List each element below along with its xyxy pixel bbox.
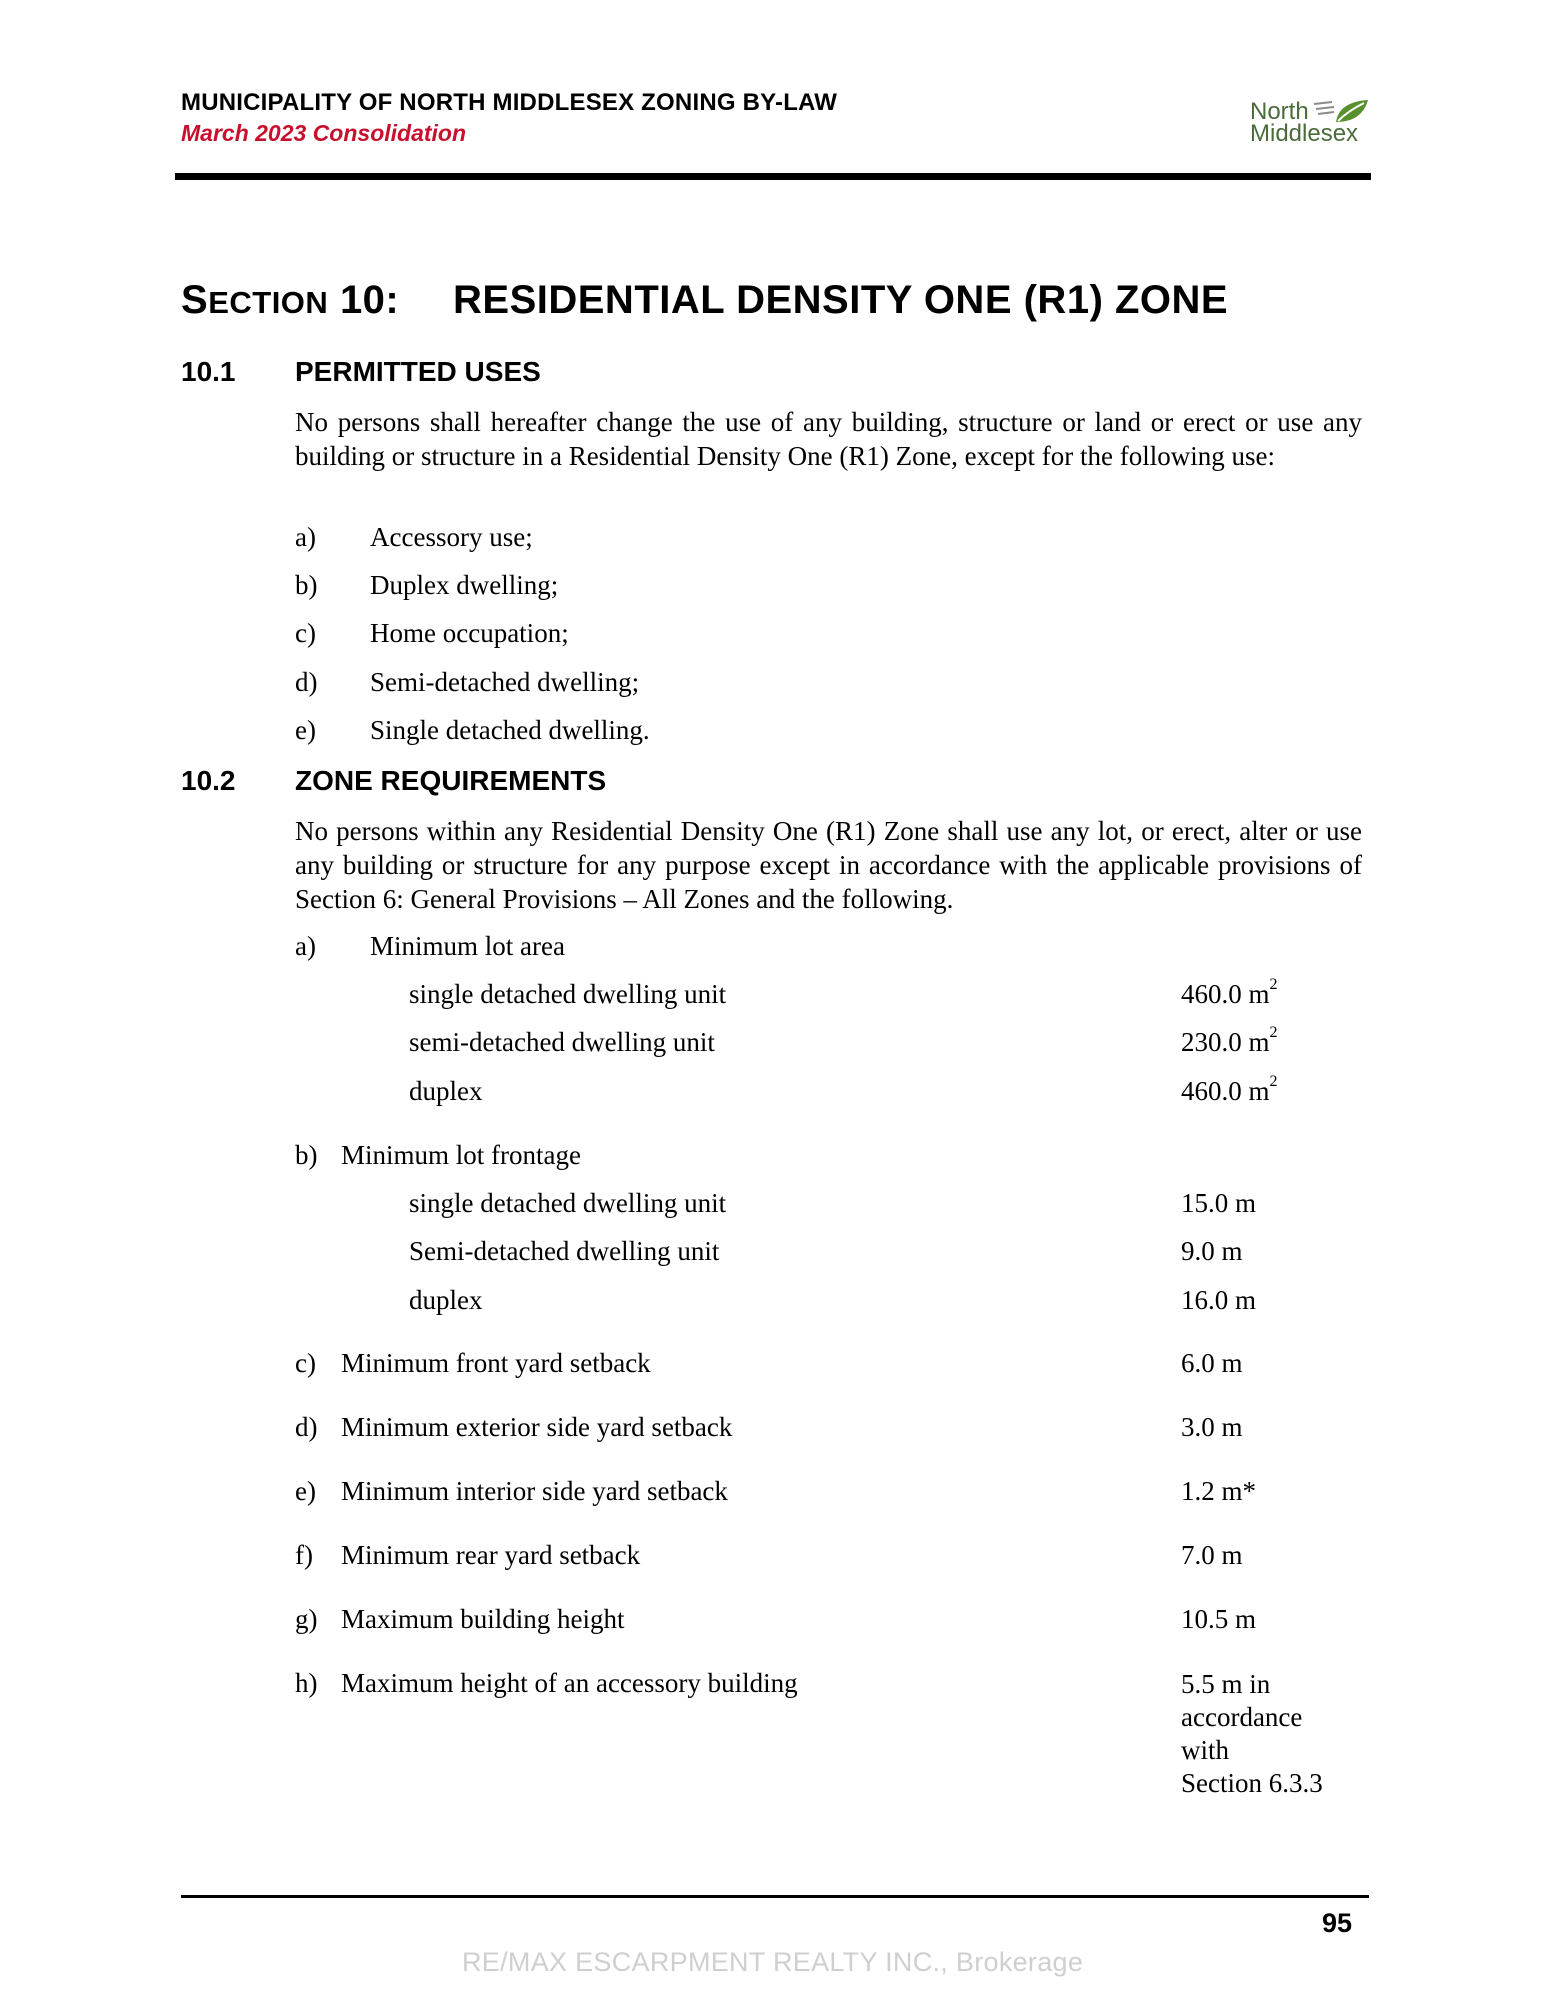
document-title: MUNICIPALITY OF NORTH MIDDLESEX ZONING BY-LAW [181,89,838,116]
list-item-label: a) [295,522,316,552]
section-label [181,278,399,323]
logo-text-middlesex: Middlesex [1250,120,1359,147]
requirement-row-label: Minimum front yard setback [341,1348,651,1378]
value-line: 5.5 m in [1181,1669,1271,1699]
requirement-value [1181,976,1278,1010]
requirement-label: f) [295,1540,313,1570]
list-item: Single detached dwelling. [370,715,650,745]
requirement-value: 3.0 m [1181,1412,1243,1442]
requirement-label: b) [295,1140,318,1170]
requirement-row-label: duplex [409,1076,483,1106]
list-item-label: c) [295,618,316,648]
logo-text-north: North [1250,98,1309,125]
requirement-row-label: Semi-detached dwelling unit [409,1236,720,1266]
requirement-row-label: single detached dwelling unit [409,1188,727,1218]
requirement-row-label: Minimum rear yard setback [341,1540,641,1570]
requirement-row-label: single detached dwelling unit [409,979,727,1009]
subsection-number: 10.2 [181,765,236,796]
requirement-label: c) [295,1348,316,1378]
brokerage-watermark: RE/MAX ESCARPMENT REALTY INC., Brokerage [462,1947,1084,1977]
requirement-row-label: duplex [409,1285,483,1315]
section-number: 10: [339,278,400,322]
north-middlesex-logo [1250,98,1372,150]
page-number: 95 [1322,1908,1353,1938]
value-superscript: 2 [1269,1024,1278,1041]
requirement-row-label: Minimum exterior side yard setback [341,1412,733,1442]
requirement-value [1181,1024,1278,1058]
requirement-row-label: Maximum building height [341,1604,625,1634]
list-item-label: e) [295,715,316,745]
value-line: accordance [1181,1702,1303,1732]
requirement-value: 10.5 m [1181,1604,1257,1634]
list-item: Accessory use; [370,522,533,552]
requirement-row-label: Minimum interior side yard setback [341,1476,728,1506]
leaf-logo-icon [1312,98,1372,126]
value-superscript: 2 [1269,1073,1278,1090]
requirement-label: a) [295,931,316,961]
value-text: 460.0 m [1181,979,1270,1009]
requirement-value: 6.0 m [1181,1348,1243,1378]
requirement-heading: Minimum lot area [370,931,565,961]
requirement-label: d) [295,1412,318,1442]
section-label-initial: S [181,278,209,322]
requirement-value: 1.2 m* [1181,1476,1257,1506]
section-label-rest: ECTION [208,285,329,320]
permitted-uses-intro: No persons shall hereafter change the use of any building, structure or land or erect or use any building or structure in a Residential Density One (R1) Zone, except for the following use: [295,407,1362,471]
list-item-label: d) [295,667,318,697]
requirement-label: g) [295,1604,318,1634]
header-rule [175,173,1371,180]
requirement-value [1181,1668,1323,1800]
list-item-label: b) [295,570,318,600]
list-item: Home occupation; [370,618,569,648]
section-heading: RESIDENTIAL DENSITY ONE (R1) ZONE [453,278,1229,322]
value-line: Section 6.3.3 [1181,1768,1323,1798]
requirement-row-label: Maximum height of an accessory building [341,1668,798,1698]
list-item: Semi-detached dwelling; [370,667,640,697]
value-line: with [1181,1735,1230,1765]
requirement-value: 15.0 m [1181,1188,1257,1218]
requirement-row-label: semi-detached dwelling unit [409,1027,715,1057]
requirement-value: 7.0 m [1181,1540,1243,1570]
consolidation-date: March 2023 Consolidation [181,120,467,146]
subsection-heading: ZONE REQUIREMENTS [295,765,607,796]
requirement-value: 16.0 m [1181,1285,1257,1315]
zone-requirements-intro: No persons within any Residential Density One (R1) Zone shall use any lot, or erect, alter or use any building or structure for any purpose except in accordance with the applicable provisions of Section 6: General Provisions – All Zones and the following. [295,816,1362,914]
value-text: 460.0 m [1181,1076,1270,1106]
requirement-value [1181,1073,1278,1107]
requirement-label: e) [295,1476,316,1506]
requirement-value: 9.0 m [1181,1236,1243,1266]
requirement-heading: Minimum lot frontage [341,1140,581,1170]
value-superscript: 2 [1269,976,1278,993]
subsection-number: 10.1 [181,356,236,387]
requirement-label: h) [295,1668,318,1698]
list-item: Duplex dwelling; [370,570,559,600]
value-text: 230.0 m [1181,1027,1270,1057]
subsection-heading: PERMITTED USES [295,356,541,387]
footer-rule [181,1895,1369,1898]
